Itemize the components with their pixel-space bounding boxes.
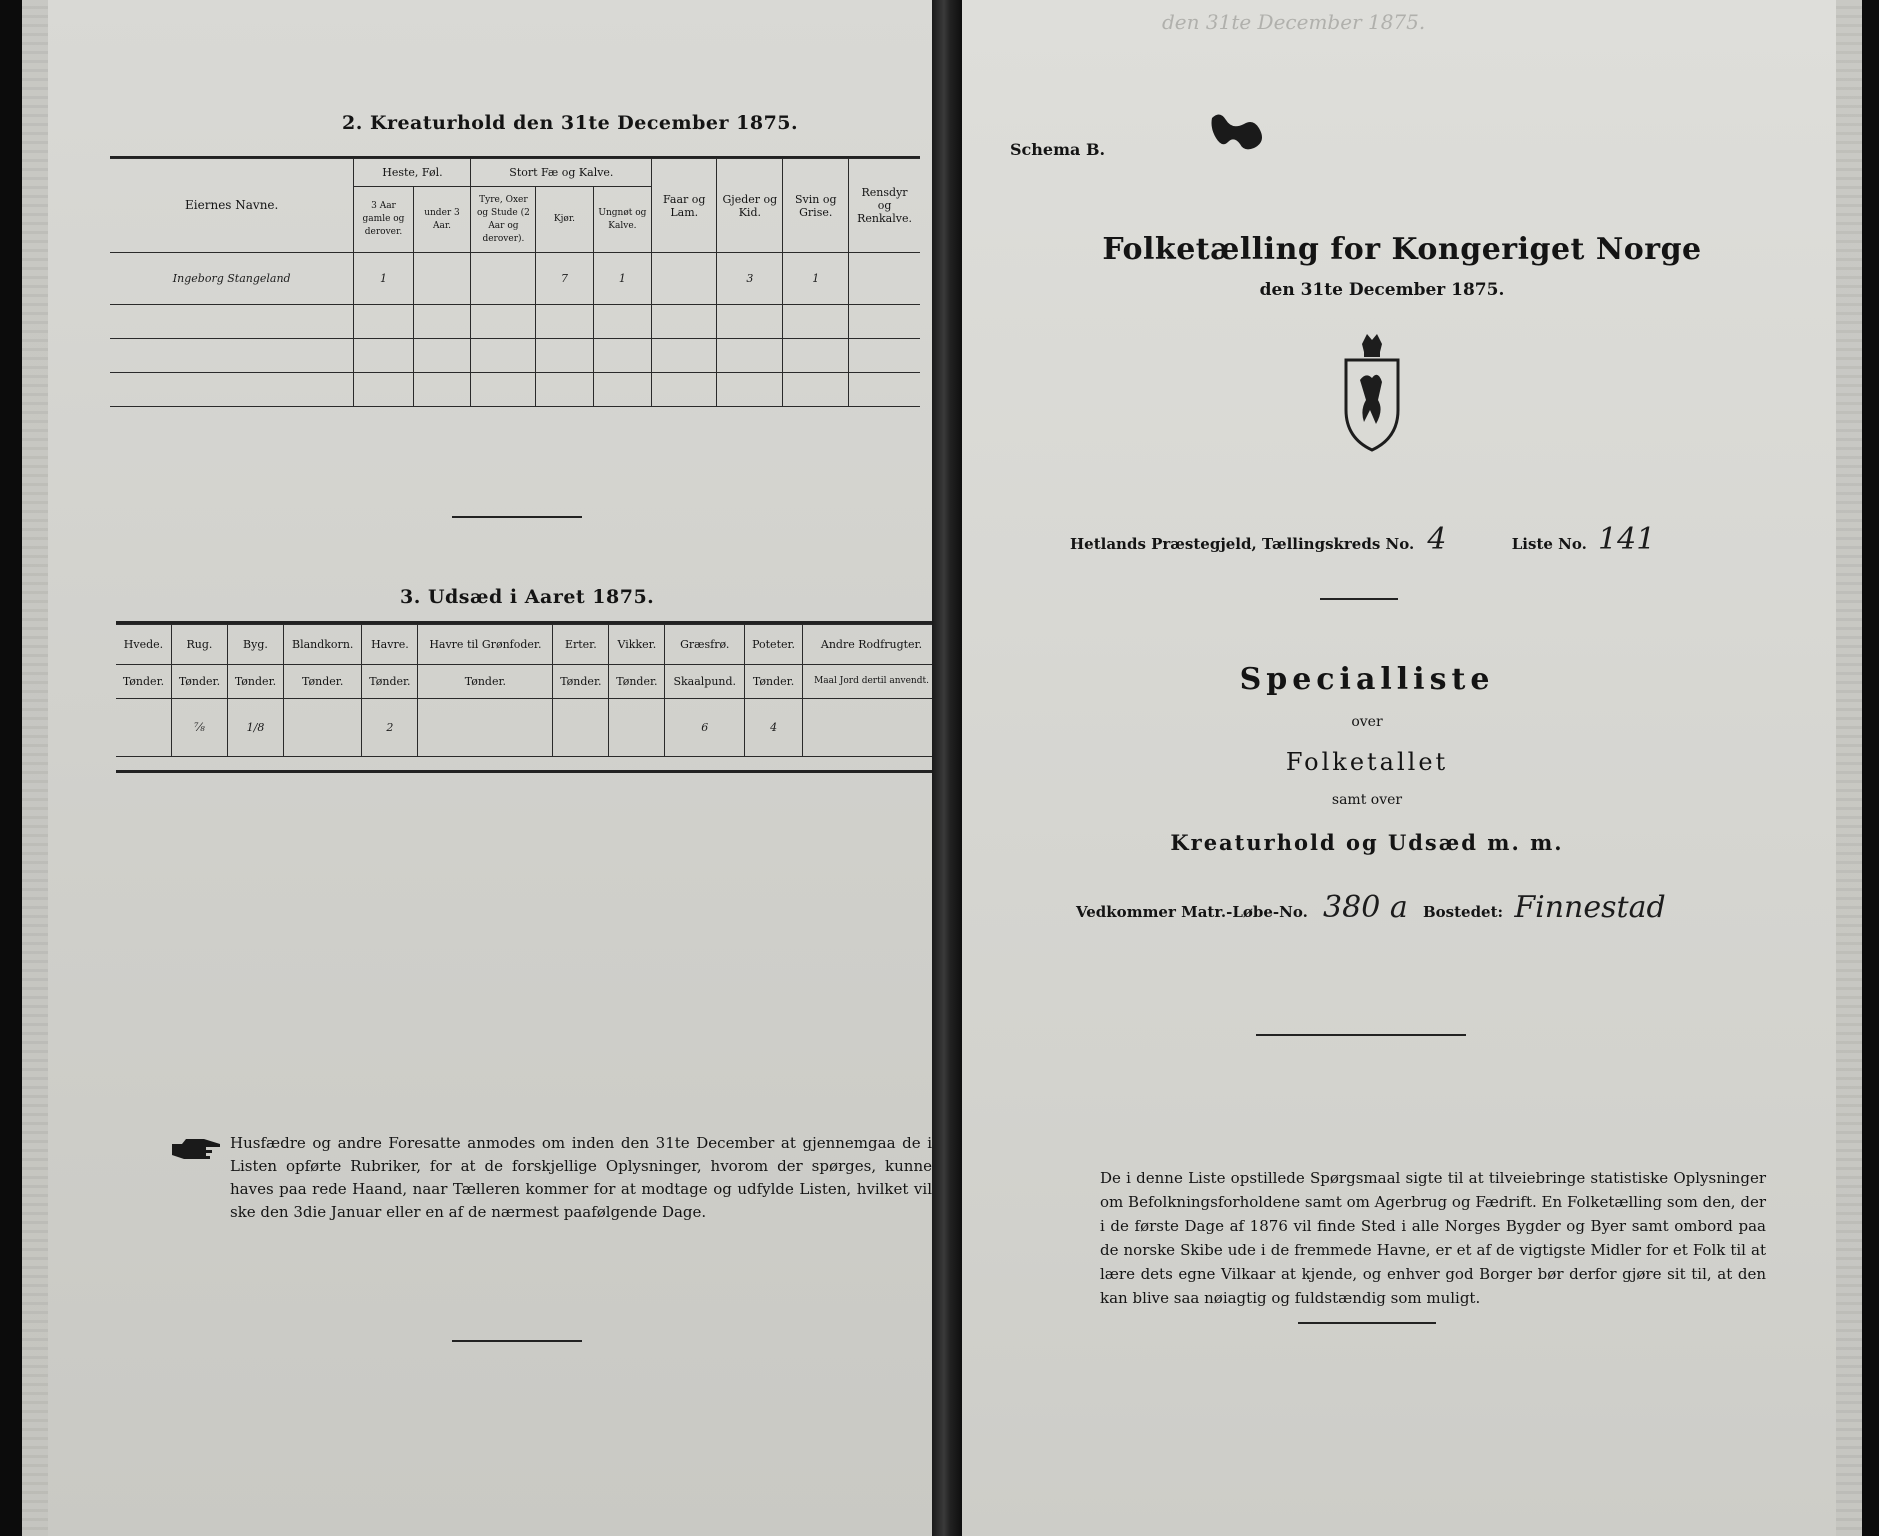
seed-v-0 — [116, 699, 171, 757]
header-horses: Heste, Føl. — [354, 159, 471, 187]
header-horses-b: under 3 Aar. — [413, 187, 471, 253]
seed-h-10: Andre Rodfrugter. — [803, 625, 932, 665]
seed-v-2: 1/8 — [227, 699, 283, 757]
page-edge-right — [1836, 0, 1862, 1536]
seed-h-9: Poteter. — [745, 625, 803, 665]
livestock-row — [110, 253, 920, 305]
livestock-row-empty — [110, 373, 920, 407]
seed-u-3: Tønder. — [283, 665, 361, 699]
cell-pigs: 1 — [783, 253, 849, 305]
seed-h-4: Havre. — [362, 625, 418, 665]
seed-v-10 — [803, 699, 932, 757]
section2-title: 2. Kreaturhold den 31te December 1875. — [342, 112, 799, 134]
livestock-table — [110, 158, 920, 407]
list-number: 141 — [1598, 522, 1656, 557]
seed-u-6: Tønder. — [553, 665, 609, 699]
cell-cattle-a — [471, 253, 536, 305]
book-spine — [932, 0, 962, 1536]
bosted-label: Bostedet: — [1422, 903, 1504, 921]
seed-u-10: Maal Jord dertil anvendt. — [803, 665, 932, 699]
bosted-value: Finnestad — [1514, 890, 1666, 925]
seed-u-7: Tønder. — [609, 665, 665, 699]
seed-u-9: Tønder. — [745, 665, 803, 699]
cell-owner: Ingeborg Stangeland — [110, 253, 354, 305]
header-sheep: Faar og Lam. — [652, 159, 717, 253]
seed-v-9: 4 — [745, 699, 803, 757]
over-text-1: over — [1351, 714, 1383, 730]
bleedthrough-text: den 31te December 1875. — [1162, 10, 1426, 34]
ink-blot-icon — [1202, 108, 1292, 154]
matr-number: 380 a — [1323, 890, 1408, 925]
seed-v-4: 2 — [362, 699, 418, 757]
header-goats: Gjeder og Kid. — [717, 159, 783, 253]
seed-u-8: Skaalpund. — [665, 665, 745, 699]
livestock-row-empty — [110, 305, 920, 339]
seed-u-4: Tønder. — [362, 665, 418, 699]
left-page — [22, 0, 932, 1536]
district-number: 4 — [1427, 522, 1447, 557]
seed-v-6 — [553, 699, 609, 757]
header-cattle: Stort Fæ og Kalve. — [471, 159, 652, 187]
seed-h-7: Vikker. — [609, 625, 665, 665]
cell-cattle-c: 1 — [593, 253, 652, 305]
seed-v-5 — [418, 699, 553, 757]
mid-divider — [1256, 1034, 1466, 1036]
cell-reindeer — [849, 253, 920, 305]
seed-u-0: Tønder. — [116, 665, 171, 699]
divider-rule — [452, 516, 582, 518]
parish-label: Hetlands Præstegjeld, — [1070, 535, 1257, 553]
header-cattle-c: Ungnøt og Kalve. — [593, 187, 652, 253]
section3-bottom-rule — [116, 770, 932, 773]
header-owner: Eiernes Navne. — [110, 159, 354, 253]
seed-h-2: Byg. — [227, 625, 283, 665]
schema-label: Schema B. — [1010, 140, 1106, 159]
header-cattle-b: Kjør. — [536, 187, 593, 253]
seed-v-7 — [609, 699, 665, 757]
bottom-divider — [452, 1340, 582, 1342]
matr-label: Vedkommer Matr.-Løbe-No. — [1076, 903, 1308, 921]
title-divider — [1320, 598, 1398, 600]
seed-u-1: Tønder. — [171, 665, 227, 699]
cell-cattle-b: 7 — [536, 253, 593, 305]
census-paragraph: De i denne Liste opstillede Spørgsmaal sigte til at tilveiebringe statistiske Oplysninger om Befolkningsforholdene samt om Agerbrug og Fædrift. En Folketælling som den, der i de første Dage af 1876 vil finde Sted i alle Norges Bygder og Byer samt ombord paa de norske Skibe ude i de fremmede Havne, er et af de vigtigste Midler for et Folk til at lære dets egne Vilkaar at kjende, og enhver god Borger bør derfor gjøre sit til, at den kan blive saa nøiagtig og fuldstændig som muligt. — [1100, 1169, 1766, 1307]
seed-h-8: Græsfrø. — [665, 625, 745, 665]
seed-h-0: Hvede. — [116, 625, 171, 665]
seed-u-5: Tønder. — [418, 665, 553, 699]
end-divider — [1298, 1322, 1436, 1324]
list-label: Liste No. — [1511, 535, 1587, 553]
seed-header-units — [116, 665, 932, 699]
seed-v-3 — [283, 699, 361, 757]
header-cattle-a: Tyre, Oxer og Stude (2 Aar og derover). — [471, 187, 536, 253]
coat-of-arms-icon — [1340, 330, 1404, 454]
cell-sheep — [652, 253, 717, 305]
census-date: den 31te December 1875. — [1259, 280, 1505, 300]
livestock-row-empty — [110, 339, 920, 373]
header-pigs: Svin og Grise. — [783, 159, 849, 253]
seed-values-row — [116, 699, 932, 757]
seed-table — [116, 624, 932, 757]
seed-header-names — [116, 625, 932, 665]
folketallet-text: Folketallet — [1285, 748, 1449, 776]
special-list-title: Specialliste — [1239, 662, 1495, 697]
page-edge-left — [22, 0, 48, 1536]
seed-h-5: Havre til Grønfoder. — [418, 625, 553, 665]
right-page — [962, 0, 1862, 1536]
cell-horses-a: 1 — [354, 253, 413, 305]
seed-h-3: Blandkorn. — [283, 625, 361, 665]
census-title: Folketælling for Kongeriget Norge — [1102, 232, 1702, 267]
cell-goats: 3 — [717, 253, 783, 305]
header-reindeer: Rensdyr og Renkalve. — [849, 159, 920, 253]
instruction-note: Husfædre og andre Foresatte anmodes om inden den 31te December at gjennemgaa de i Listen opførte Rubriker, for at de forskjellige Oplysninger, hvorom der spørges, kunne haves paa rede Haand, naar Tælleren kommer for at modtage og udfylde Listen, hvilket vil ske den 3die Januar eller en af de nærmest paafølgende Dage. — [230, 1134, 932, 1221]
matr-line — [1076, 890, 1666, 925]
seed-h-1: Rug. — [171, 625, 227, 665]
section3-title: 3. Udsæd i Aaret 1875. — [400, 586, 655, 608]
kreaturhold-subtitle: Kreaturhold og Udsæd m. m. — [1170, 830, 1564, 855]
header-horses-a: 3 Aar gamle og derover. — [354, 187, 413, 253]
seed-v-1: ⅞ — [171, 699, 227, 757]
district-label: Tællingskreds No. — [1261, 535, 1415, 553]
pointing-hand-icon — [170, 1136, 222, 1162]
seed-v-8: 6 — [665, 699, 745, 757]
seed-h-6: Erter. — [553, 625, 609, 665]
parish-line — [1070, 522, 1655, 557]
samt-over-text: samt over — [1331, 792, 1403, 808]
seed-u-2: Tønder. — [227, 665, 283, 699]
cell-horses-b — [413, 253, 471, 305]
